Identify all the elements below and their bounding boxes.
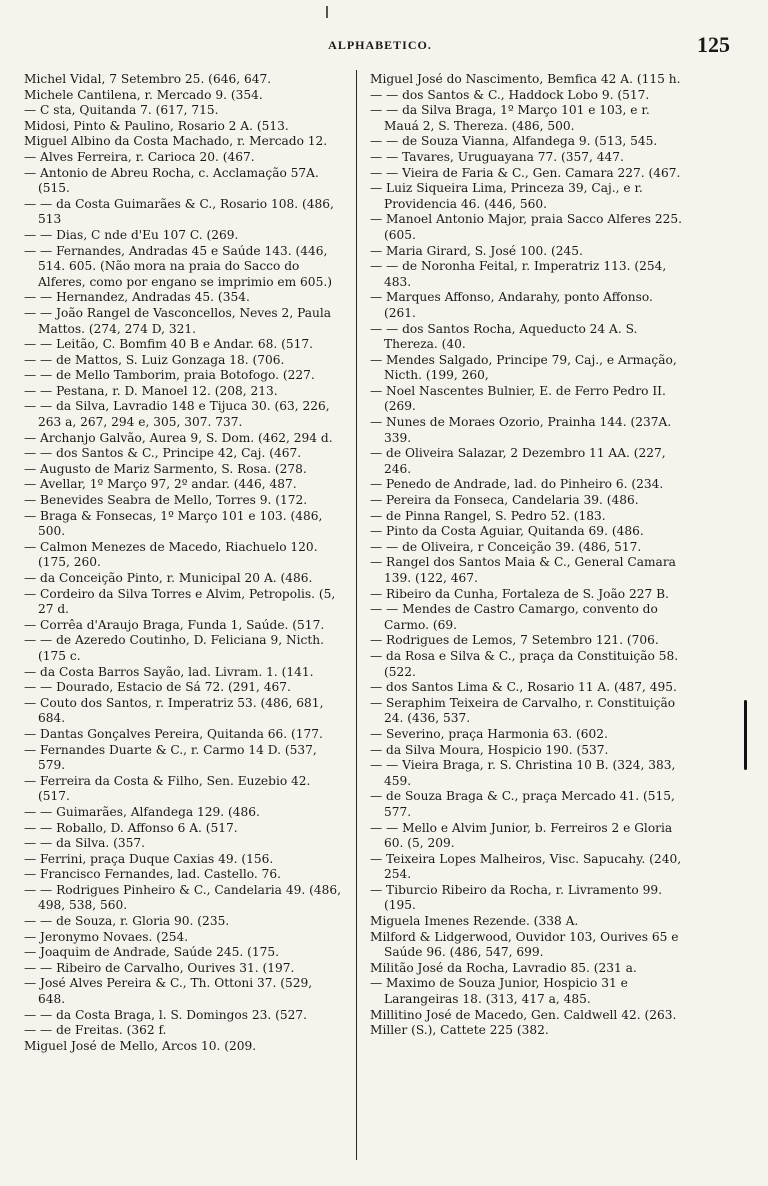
directory-entry: — Maria Girard, S. José 100. (245. <box>370 243 583 258</box>
directory-entry: — Cordeiro da Silva Torres e Alvim, Petropolis. (5, 27 d. <box>24 586 336 617</box>
directory-entry: — — Dias, C nde d'Eu 107 C. (269. <box>24 227 239 242</box>
directory-entry: — Pinto da Costa Aguiar, Quitanda 69. (486. <box>370 524 644 539</box>
directory-entry: Millitino José de Macedo, Gen. Caldwell 42. (263. <box>370 1007 677 1022</box>
directory-entry: — — Roballo, D. Affonso 6 A. (517. <box>24 820 238 835</box>
directory-entry: Miguel José de Mello, Arcos 10. (209. <box>24 1038 257 1053</box>
directory-entry: — — de Freitas. (362 f. <box>24 1023 167 1038</box>
directory-entry: — Calmon Menezes de Macedo, Riachuelo 120. (175, 260. <box>24 539 318 570</box>
directory-entry: — Braga & Fonsecas, 1º Março 101 e 103. (486, 500. <box>24 508 323 539</box>
directory-entry: — — de Souza Vianna, Alfandega 9. (513, 545. <box>370 134 658 149</box>
directory-entry: — — da Costa Braga, l. S. Domingos 23. (527. <box>24 1007 308 1022</box>
directory-entry: — Teixeira Lopes Malheiros, Visc. Sapucahy. (240, 254. <box>370 851 682 882</box>
directory-entry: — Ferreira da Costa & Filho, Sen. Euzebio 42. (517. <box>24 773 311 804</box>
directory-entry: — — da Silva. (357. <box>24 836 146 851</box>
directory-entry: — de Oliveira Salazar, 2 Dezembro 11 AA. (227, 246. <box>370 446 666 476</box>
directory-entry: — Augusto de Mariz Sarmento, S. Rosa. (278. <box>24 461 307 476</box>
directory-entry: — — Fernandes, Andradas 45 e Saúde 143. (446, 514. 605. (Não mora na praia do Sacco do Alferes, como por engano se imprimio em 605.) <box>24 243 332 289</box>
directory-entry: — Alves Ferreira, r. Carioca 20. (467. <box>24 149 255 164</box>
directory-entry: — Avellar, 1º Março 97, 2º andar. (446, 487. <box>24 477 297 492</box>
directory-entry: — Noel Nascentes Bulnier, E. de Ferro Pedro II. (269. <box>370 383 666 414</box>
directory-entry: — — Tavares, Uruguayana 77. (357, 447. <box>370 149 624 164</box>
directory-entry: — da Silva Moura, Hospicio 190. (537. <box>370 742 609 757</box>
directory-entry: — C sta, Quitanda 7. (617, 715. <box>24 103 219 118</box>
directory-entry: — — Mendes de Castro Camargo, convento do Carmo. (69. <box>370 602 658 632</box>
directory-entry: — — dos Santos & C., Principe 42, Caj. (467. <box>24 446 302 461</box>
directory-entry: — — dos Santos & C., Haddock Lobo 9. (517. <box>370 87 650 102</box>
directory-entry: — — de Souza, r. Gloria 90. (235. <box>24 914 230 929</box>
page-header <box>30 32 730 56</box>
directory-entry: — da Conceição Pinto, r. Municipal 20 A. (486. <box>24 571 313 585</box>
directory-entry: — Francisco Fernandes, lad. Castello. 76. <box>24 867 282 882</box>
directory-entry: — — Vieira Braga, r. S. Christina 10 B. (324, 383, 459. <box>370 758 676 788</box>
right-column <box>370 72 688 1039</box>
directory-entry: — Ribeiro da Cunha, Fortaleza de S. João 227 B. <box>370 586 669 601</box>
directory-entry: — — Ribeiro de Carvalho, Ourives 31. (197. <box>24 960 295 975</box>
directory-entry: — — Mello e Alvim Junior, b. Ferreiros 2 e Gloria 60. (5, 209. <box>370 820 673 851</box>
directory-entry: — Fernandes Duarte & C., r. Carmo 14 D. (537, 579. <box>24 742 317 773</box>
column-divider <box>356 70 357 1160</box>
directory-entry: — Mendes Salgado, Principe 79, Caj., e Armação, Nicth. (199, 260, <box>370 352 677 383</box>
directory-entry: Miguel Albino da Costa Machado, r. Mercado 12. <box>24 134 328 149</box>
directory-entry: — Luiz Siqueira Lima, Princeza 39, Caj., e r. Providencia 46. (446, 560. <box>370 181 643 211</box>
directory-entry: — — Vieira de Faria & C., Gen. Camara 227. (467. <box>370 165 681 180</box>
directory-entry: — Pereira da Fonseca, Candelaria 39. (486. <box>370 493 639 508</box>
directory-entry: — de Souza Braga & C., praça Mercado 41. (515, 577. <box>370 789 675 819</box>
directory-entry: — Couto dos Santos, r. Imperatriz 53. (486, 681, 684. <box>24 695 324 726</box>
directory-entry: — — Rodrigues Pinheiro & C., Candelaria 49. (486, 498, 538, 560. <box>24 882 341 913</box>
directory-entry: — Manoel Antonio Major, praia Sacco Alferes 225. (605. <box>370 212 683 242</box>
directory-entry: — Rangel dos Santos Maia & C., General Camara 139. (122, 467. <box>370 555 676 585</box>
directory-entry: — de Pinna Rangel, S. Pedro 52. (183. <box>370 508 606 523</box>
directory-entry: — — da Costa Guimarães & C., Rosario 108. (486, 513 <box>24 196 334 227</box>
directory-entry: — — de Mello Tamborim, praia Botofogo. (227. <box>24 368 315 383</box>
directory-entry: — — João Rangel de Vasconcellos, Neves 2, Paula Mattos. (274, 274 D, 321. <box>24 305 331 336</box>
directory-entry: — Marques Affonso, Andarahy, ponto Affonso. (261. <box>370 290 653 320</box>
directory-entry: — José Alves Pereira & C., Th. Ottoni 37. (529, 648. <box>24 976 313 1007</box>
directory-entry: — Penedo de Andrade, lad. do Pinheiro 6. (234. <box>370 477 664 492</box>
directory-entry: — — da Silva Braga, 1º Março 101 e 103, e r. Mauá 2, S. Thereza. (486, 500. <box>370 103 650 133</box>
top-edge-mark <box>326 6 328 18</box>
directory-entry: Miguela Imenes Rezende. (338 A. <box>370 914 579 929</box>
directory-entry: — — Guimarães, Alfandega 129. (486. <box>24 804 260 819</box>
directory-entry: — Dantas Gonçalves Pereira, Quitanda 66. (177. <box>24 726 323 741</box>
left-column <box>24 72 342 1054</box>
directory-entry: — Maximo de Souza Junior, Hospicio 31 e Larangeiras 18. (313, 417 a, 485. <box>370 976 628 1007</box>
directory-entry: Militão José da Rocha, Lavradio 85. (231 a. <box>370 960 637 975</box>
directory-entry: Milford & Lidgerwood, Ouvidor 103, Ourives 65 e Saúde 96. (486, 547, 699. <box>370 929 679 960</box>
directory-entry: — Antonio de Abreu Rocha, c. Acclamação 57A. (515. <box>24 165 319 196</box>
directory-entry: — Archanjo Galvão, Aurea 9, S. Dom. (462, 294 d. <box>24 430 333 445</box>
directory-entry: — Jeronymo Novaes. (254. <box>24 929 189 944</box>
directory-entry: Michele Cantilena, r. Mercado 9. (354. <box>24 87 263 102</box>
directory-entry: — da Costa Barros Sayão, lad. Livram. 1. (141. <box>24 664 314 679</box>
directory-entry: — — Pestana, r. D. Manoel 12. (208, 213. <box>24 383 278 398</box>
directory-entry: — Tiburcio Ribeiro da Rocha, r. Livramento 99. (195. <box>370 882 662 913</box>
directory-entry: Michel Vidal, 7 Setembro 25. (646, 647. <box>24 72 272 86</box>
directory-entry: — — Hernandez, Andradas 45. (354. <box>24 290 250 305</box>
directory-entry: — — dos Santos Rocha, Aqueducto 24 A. S. Thereza. (40. <box>370 321 638 352</box>
directory-entry: — — Dourado, Estacio de Sá 72. (291, 467. <box>24 680 291 695</box>
directory-entry: — Rodrigues de Lemos, 7 Setembro 121. (706. <box>370 633 659 648</box>
page-number: 125 <box>697 32 730 57</box>
directory-entry: — Ferrini, praça Duque Caxias 49. (156. <box>24 851 274 866</box>
directory-entry: Midosi, Pinto & Paulino, Rosario 2 A. (513. <box>24 118 289 133</box>
directory-entry: — Benevides Seabra de Mello, Torres 9. (172. <box>24 493 308 508</box>
directory-entry: — Joaquim de Andrade, Saúde 245. (175. <box>24 945 279 960</box>
directory-entry: Miller (S.), Cattete 225 (382. <box>370 1023 549 1038</box>
directory-entry: — — da Silva, Lavradio 148 e Tijuca 30. (63, 226, 263 a, 267, 294 e, 305, 307. 737. <box>24 399 330 430</box>
directory-entry: — Corrêa d'Araujo Braga, Funda 1, Saúde. (517. <box>24 617 325 632</box>
directory-entry: — — de Noronha Feital, r. Imperatriz 113. (254, 483. <box>370 259 667 289</box>
directory-entry: Miguel José do Nascimento, Bemfica 42 A. (115 h. <box>370 72 681 86</box>
directory-entry: — — de Mattos, S. Luiz Gonzaga 18. (706. <box>24 352 285 367</box>
directory-entry: — — Leitão, C. Bomfim 40 B e Andar. 68. (517. <box>24 337 314 352</box>
page-title: ALPHABETICO. <box>328 38 432 52</box>
directory-entry: — Nunes de Moraes Ozorio, Prainha 144. (237A. 339. <box>370 415 672 445</box>
directory-entry: — — de Oliveira, r Conceição 39. (486, 517. <box>370 539 642 554</box>
directory-entry: — Severino, praça Harmonia 63. (602. <box>370 726 608 741</box>
margin-mark <box>744 700 747 770</box>
directory-entry: — da Rosa e Silva & C., praça da Constituição 58. (522. <box>370 648 679 679</box>
directory-entry: — — de Azeredo Coutinho, D. Feliciana 9, Nicth. (175 c. <box>24 633 324 663</box>
directory-entry: — dos Santos Lima & C., Rosario 11 A. (487, 495. <box>370 680 677 695</box>
directory-entry: — Seraphim Teixeira de Carvalho, r. Constituição 24. (436, 537. <box>370 695 676 726</box>
